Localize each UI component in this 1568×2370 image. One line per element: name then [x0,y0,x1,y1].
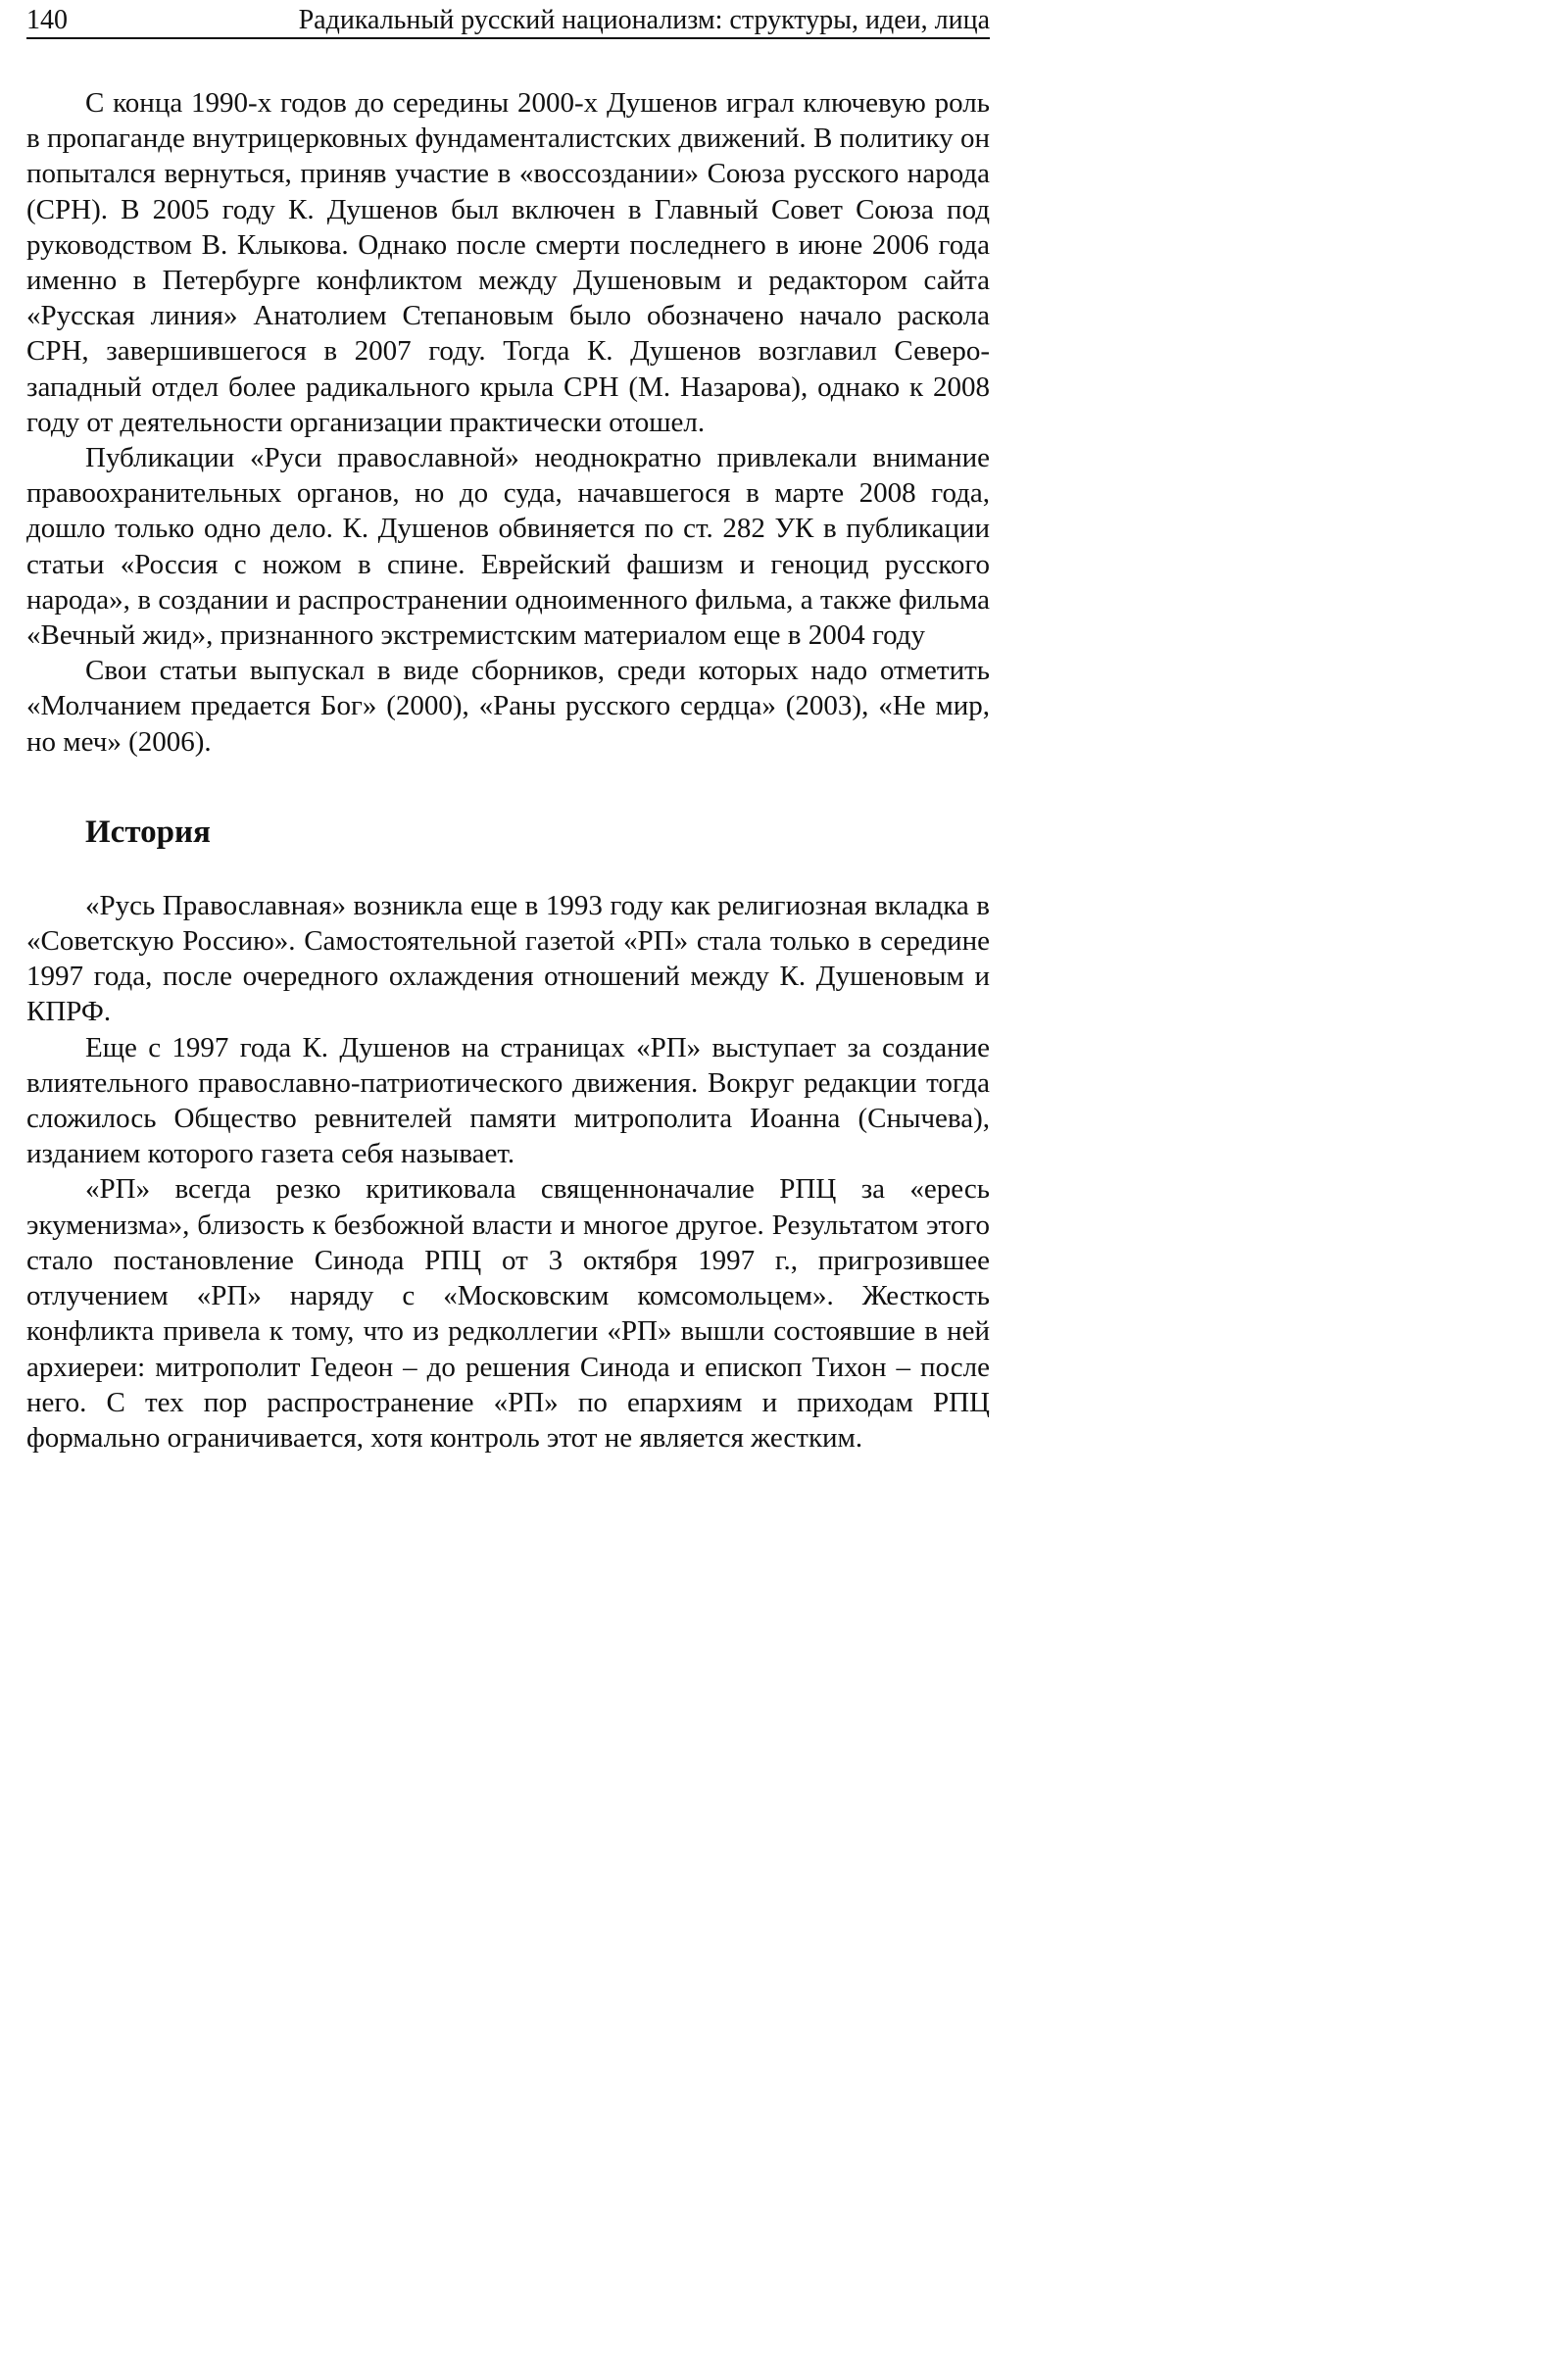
running-title: Радикальный русский национализм: структуры, идеи, лица [298,5,990,35]
paragraph: «Русь Православная» возникла еще в 1993 году как религиозная вкладка в «Советскую Россию». Самостоятельной газетой «РП» стала только в середине 1997 года, после очередного охлаждения отношений между К. Душеновым и КПРФ. [26,889,990,1028]
page-header [26,4,990,39]
section-heading: История [85,814,211,850]
page-number: 140 [26,5,68,35]
paragraph: Еще с 1997 года К. Душенов на страницах «РП» выступает за создание влиятельного православно-патриотического движения. Вокруг редакции тогда сложилось Общество ревнителей памяти митрополита Иоанна (Снычева), изданием которого газета себя называет. [26,1031,990,1170]
paragraph: Свои статьи выпускал в виде сборников, среди которых надо отметить «Молчанием предается Бог» (2000), «Раны русского сердца» (2003), «Не мир, но меч» (2006). [26,655,990,758]
paragraph: Публикации «Руси православной» неоднократно привлекали внимание правоохранительных органов, но до суда, начавшегося в марте 2008 года, дошло только одно дело. К. Душенов обвиняется по ст. 282 УК в публикации статьи «Россия с ножом в спине. Еврейский фашизм и геноцид русского народа», в создании и распространении одноименного фильма, а также фильма «Вечный жид», признанного экстремистским материалом еще в 2004 году [26,442,990,652]
paragraph: «РП» всегда резко критиковала священноначалие РПЦ за «ересь экуменизма», близость к безбожной власти и многое другое. Результатом этого стало постановление Синода РПЦ от 3 октября 1997 г., пригрозившее отлучением «РП» наряду с «Московским комсомольцем». Жесткость конфликта привела к тому, что из редколлегии «РП» вышли состоявшие в ней архиереи: митрополит Гедеон – до решения Синода и епископ Тихон – после него. С тех пор распространение «РП» по епархиям и приходам РПЦ формально ограничивается, хотя контроль этот не является жестким. [26,1173,990,1454]
paragraph: С конца 1990-х годов до середины 2000-х Душенов играл ключевую роль в пропаганде внутрицерковных фундаменталистских движений. В политику он попытался вернуться, приняв участие в «воссоздании» Союза русского народа (СРН). В 2005 году К. Душенов был включен в Главный Совет Союза под руководством В. Клыкова. Однако после смерти последнего в июне 2006 года именно в Петербурге конфликтом между Душеновым и редактором сайта «Русская линия» Анатолием Степановым было обозначено начало раскола СРН, завершившегося в 2007 году. Тогда К. Душенов возглавил Северо-западный отдел более радикального крыла СРН (М. Назарова), однако к 2008 году от деятельности организации практически отошел. [26,87,990,438]
page-body [26,85,990,1456]
